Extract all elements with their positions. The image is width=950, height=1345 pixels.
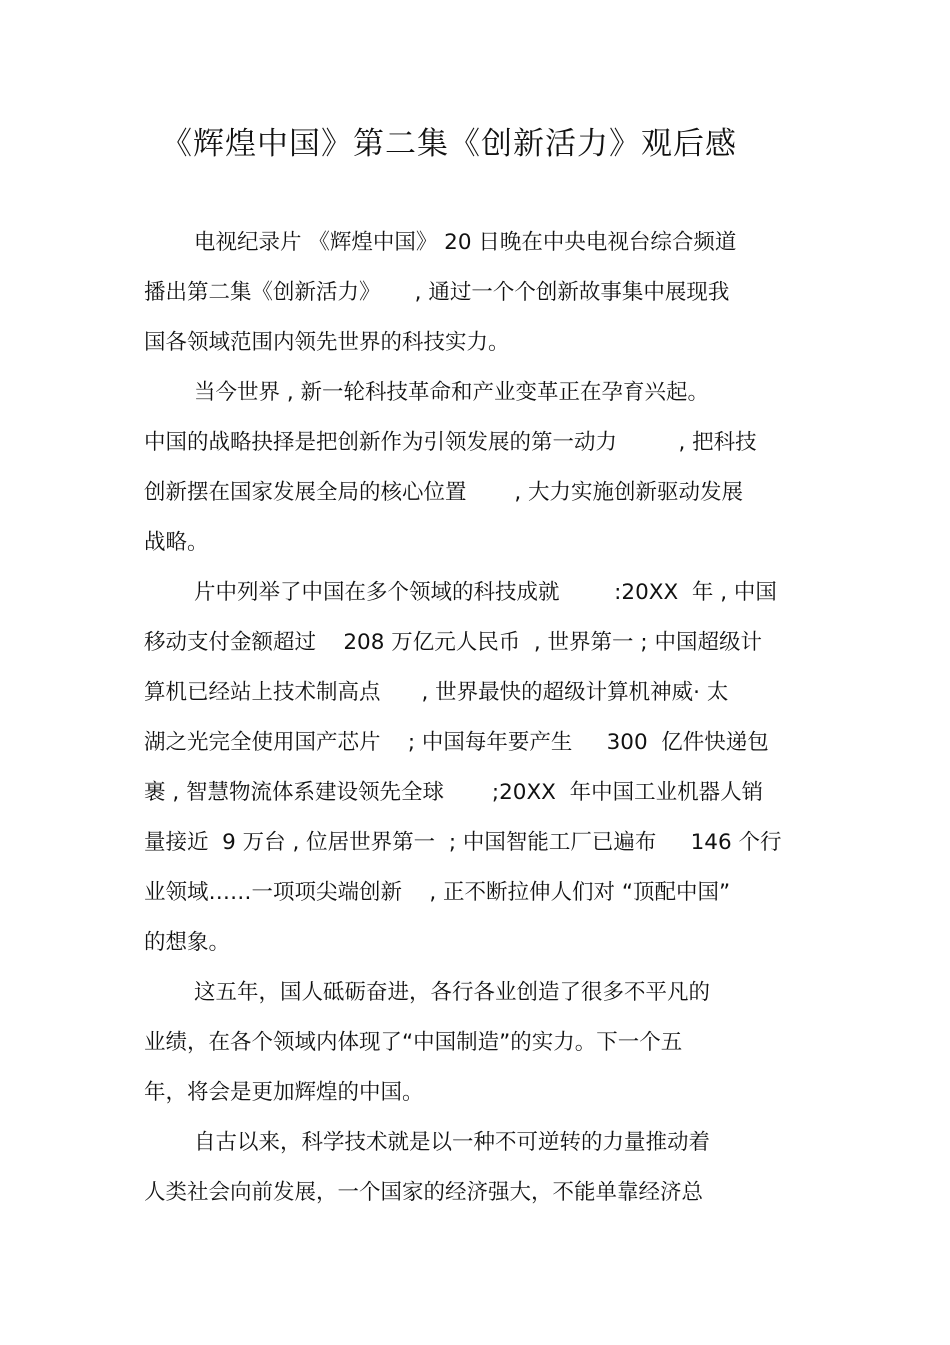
- text-line: 湖之光完全使用国产芯片 ; 中国每年要产生 300 亿件快递包: [144, 730, 769, 755]
- text-line: 中国的战略抉择是把创新作为引领发展的第一动力 , 把科技: [144, 430, 757, 455]
- text-line: 国各领域范围内领先世界的科技实力。: [144, 330, 510, 355]
- text-line: 的想象。: [144, 930, 231, 955]
- text-line: 片中列举了中国在多个领域的科技成就 :20XX 年 , 中国: [194, 580, 777, 605]
- text-line: 当今世界 , 新一轮科技革命和产业变革正在孕育兴起。: [194, 380, 710, 405]
- text-line: 电视纪录片 《辉煌中国》 20 日晚在中央电视台综合频道: [194, 230, 737, 255]
- text-line: 业绩，在各个领域内体现了“中国制造”的实力。下一个五: [144, 1030, 683, 1055]
- text-line: 战略。: [144, 530, 209, 555]
- text-line: 业领域……一项项尖端创新 , 正不断拉伸人们对 “顶配中国”: [144, 880, 731, 905]
- text-line: 人类社会向前发展，一个国家的经济强大，不能单靠经济总: [144, 1180, 704, 1205]
- text-line: 移动支付金额超过 208 万亿元人民币 , 世界第一 ; 中国超级计: [144, 630, 762, 655]
- text-line: 自古以来，科学技术就是以一种不可逆转的力量推动着: [194, 1130, 711, 1155]
- text-line: 这五年，国人砥砺奋进，各行各业创造了很多不平凡的: [194, 980, 711, 1005]
- document-title: 《辉煌中国》第二集《创新活力》观后感: [161, 126, 737, 162]
- paragraph-3: [144, 568, 814, 968]
- text-line: 年，将会是更加辉煌的中国。: [144, 1080, 424, 1105]
- paragraph-2: [144, 368, 814, 568]
- document-body: [144, 218, 814, 1218]
- text-line: 裹 , 智慧物流体系建设领先全球 ;20XX 年中国工业机器人销: [144, 780, 764, 805]
- paragraph-1: [144, 218, 814, 368]
- text-line: 播出第二集《创新活力》 , 通过一个个创新故事集中展现我: [144, 280, 730, 305]
- paragraph-5: [144, 1118, 814, 1218]
- text-line: 算机已经站上技术制高点 , 世界最快的超级计算机神威· 太: [144, 680, 729, 705]
- text-line: 创新摆在国家发展全局的核心位置 , 大力实施创新驱动发展: [144, 480, 744, 505]
- paragraph-4: [144, 968, 814, 1118]
- text-line: 量接近 9 万台 , 位居世界第一 ; 中国智能工厂已遍布 146 个行: [144, 830, 782, 855]
